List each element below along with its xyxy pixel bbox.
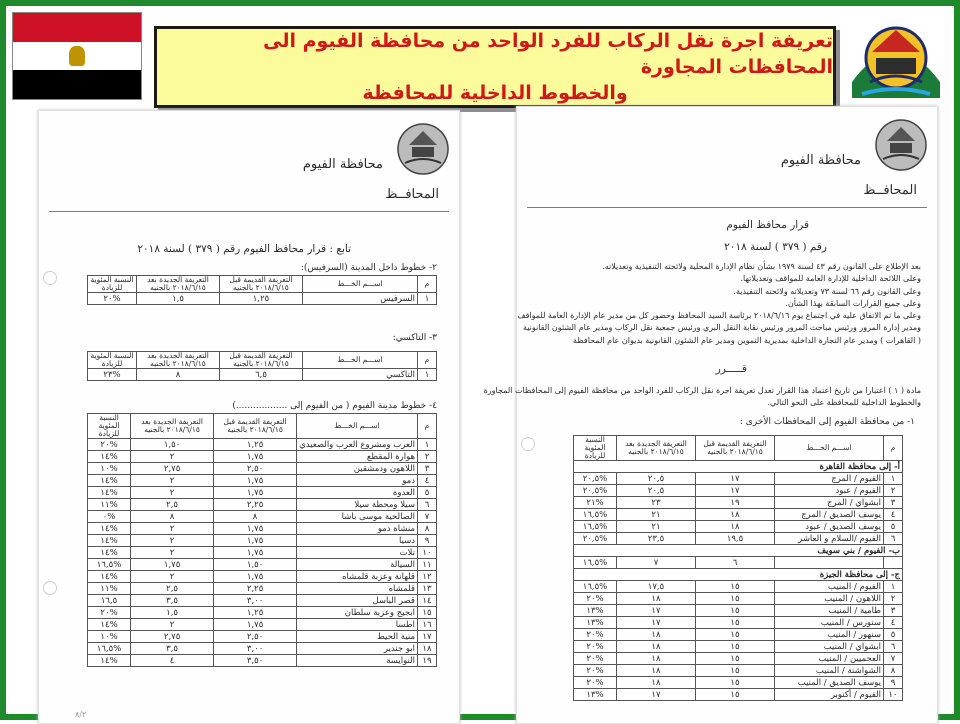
table-cell: ١٥ — [696, 677, 775, 689]
table-cell: ١٨ — [696, 509, 775, 521]
table-cell: ١,٧٥ — [214, 487, 297, 499]
table-cell: ٢ — [131, 475, 214, 487]
table-cell: النوايسة — [297, 655, 418, 667]
table-row — [88, 595, 437, 607]
table-cell: ١٥ — [696, 641, 775, 653]
table-cell: %١٦,٥ — [574, 581, 617, 593]
article-1 — [483, 385, 921, 410]
table-cell: %١٦,٥ — [574, 521, 617, 533]
table-cell: %١٤ — [88, 523, 131, 535]
table-cell: ٨ — [131, 511, 214, 523]
table-cell: اطسا — [297, 619, 418, 631]
title-banner — [154, 26, 836, 108]
service-fare-table: م اســـم الخـــط التعريفة القديمة قبل ٢٠١٨/٦/١٥ بالجنيه التعريفة الجديدة بعد ٢٠١٨/٦/١٥ بالجنيه النسبة المئوية للزيادة ١ السرفيس ١,٢٥ ١,٥ %٢٠ — [87, 275, 437, 305]
table-cell: ١,٧٥ — [214, 619, 297, 631]
table-row — [574, 641, 903, 653]
table-cell: %١٤ — [88, 535, 131, 547]
table-cell: الفيوم / عبود — [775, 485, 884, 497]
table-row — [88, 439, 437, 451]
table-cell: ٣,٠٠ — [214, 643, 297, 655]
table-cell: ١٨ — [617, 653, 696, 665]
table-cell: العجميين / المنيب — [775, 653, 884, 665]
banner-title-line-1: تعريفة اجرة نقل الركاب للفرد الواحد من محافظة الفيوم الى المحافظات المجاورة — [263, 30, 833, 78]
table-cell: ٢,٢٥ — [214, 583, 297, 595]
table-cell: ٥ — [884, 629, 903, 641]
table-cell: ١٦,٥ — [88, 595, 131, 607]
table-cell: الفيوم / أكتوبر — [775, 689, 884, 701]
group-label: أ- إلى محافظة القاهرة — [574, 461, 903, 473]
fayoum-governorate-logo-icon — [842, 12, 950, 106]
table-cell: ٢ — [131, 571, 214, 583]
table-cell: %٢١ — [574, 497, 617, 509]
table-cell: ١٦ — [418, 619, 437, 631]
table-cell: يوسف الصديق / عبود — [775, 521, 884, 533]
table-row — [88, 607, 437, 619]
table-cell: ٢٠,٥ — [617, 485, 696, 497]
table-cell: ٢,٥ — [131, 499, 214, 511]
table-cell: %١٤ — [88, 547, 131, 559]
preamble-line: ( القاهرات ) ومدير عام التجارة الداخلية بمديرية التموين ومدير عام الشئون القانونية بديوان عام المحافظة — [573, 335, 921, 345]
table-group-row — [574, 545, 903, 557]
table-cell: ١٨ — [617, 665, 696, 677]
table-cell: ٢٠,٥ — [617, 473, 696, 485]
table-row — [88, 655, 437, 667]
table-cell: ١٥ — [696, 689, 775, 701]
table-cell: ١,٥ — [131, 607, 214, 619]
table-cell: الشواشنة / المنيب — [775, 665, 884, 677]
table-cell: اللاهون / المنيب — [775, 593, 884, 605]
decree-page-continued — [38, 110, 460, 724]
table-cell: ٢١ — [617, 521, 696, 533]
table-group-row — [574, 461, 903, 473]
table-cell: ١٥ — [696, 653, 775, 665]
table-row — [88, 535, 437, 547]
table-cell: ١٩ — [418, 655, 437, 667]
table-cell: قصر الباسل — [297, 595, 418, 607]
table-cell: ٢١ — [617, 509, 696, 521]
table-cell — [775, 557, 884, 569]
table-cell: ٣ — [884, 497, 903, 509]
table-cell: ٢ — [884, 593, 903, 605]
table-cell: ٧ — [418, 511, 437, 523]
table-row — [88, 487, 437, 499]
table-cell: ٧ — [617, 557, 696, 569]
table-cell: %١٦,٥ — [574, 557, 617, 569]
preamble-line: ومدير إدارة المرور ورئيس مباحث المرور ورئيس نقابة النقل البري ورئيس جمعية نقل الركاب ومدير عام الشئون القانونية — [522, 323, 921, 333]
table-cell: ١,٧٥ — [131, 559, 214, 571]
table-cell: %١٦,٥ — [88, 643, 131, 655]
table-cell: ١,٧٥ — [214, 475, 297, 487]
table-row — [88, 547, 437, 559]
table-row — [574, 557, 903, 569]
table-row — [574, 605, 903, 617]
table-cell: سنورس / المنيب — [775, 617, 884, 629]
table-row — [574, 509, 903, 521]
table-row — [574, 485, 903, 497]
table-cell: ٤ — [418, 475, 437, 487]
table-cell: ٦ — [418, 499, 437, 511]
section-2-title: ٢- خطوط داخل المدينة (السرفيس): — [300, 263, 437, 273]
section-1-title: ١- من محافظة الفيوم إلى المحافظات الأخرى : — [739, 417, 915, 427]
table-cell: ١٥ — [696, 605, 775, 617]
table-cell: ٢ — [418, 451, 437, 463]
table-cell: ابجيج وعزبة سلطان — [297, 607, 418, 619]
table-cell: %٢٠,٥ — [574, 485, 617, 497]
table-cell: ١٠ — [418, 547, 437, 559]
table-row — [88, 643, 437, 655]
table-cell — [884, 557, 903, 569]
table-cell: ٢ — [131, 547, 214, 559]
article-line: مادة ( ١ ) اعتبارا من تاريخ اعتماد هذا القرار تعدل تعريفة اجرة نقل الركاب للفرد الواحد من محافظة الفيوم إلى المحافظات المجاورة — [483, 386, 921, 395]
table-cell: ٢٣ — [617, 497, 696, 509]
table-row — [574, 581, 903, 593]
table-cell: الفيوم / المرج — [775, 473, 884, 485]
table-cell: ١,٧٥ — [214, 535, 297, 547]
table-cell: %١٠ — [88, 631, 131, 643]
table-cell: ابشواي / المنيب — [775, 641, 884, 653]
table-cell: ٢ — [131, 487, 214, 499]
table-row — [574, 521, 903, 533]
preamble-line: وعلى القانون رقم ٦٦ لسنة ٧٣ وتعديلاته ولائحته التنفيذية. — [733, 286, 921, 296]
table-cell: ١٢ — [418, 571, 437, 583]
table-row — [574, 617, 903, 629]
table-cell: %١١ — [88, 583, 131, 595]
table-cell: ١,٧٥ — [214, 547, 297, 559]
governorate-name: محافظة الفيوم — [780, 153, 861, 168]
table-cell: %١٤ — [88, 571, 131, 583]
preamble-line: وعلى ما تم الاتفاق عليه في اجتماع يوم ٢٠١٨/٦/١٦ برئاسة السيد المحافظ وحضور كل من مدير عام الإدارة العامة للمواقف — [517, 311, 921, 321]
table-cell: ١,٧٥ — [214, 451, 297, 463]
table-cell: العرب ومشروع العرب والصعيدي — [297, 439, 418, 451]
table-row: ١ التاكسي ٦,٥ ٨ %٢٣ — [88, 369, 437, 381]
decree-preamble — [517, 261, 921, 347]
preamble-line: وعلى اللائحة الداخلية للإدارة العامة للمواقف وتعديلاتها. — [740, 274, 921, 284]
decree-title: قرار محافظ الفيوم — [726, 219, 809, 231]
page-number: ٨/٢ — [75, 710, 87, 719]
table-cell: ٦ — [884, 641, 903, 653]
governorate-name: محافظة الفيوم — [302, 157, 383, 172]
table-row — [574, 677, 903, 689]
table-cell: ٤ — [884, 509, 903, 521]
table-cell: ٩ — [418, 535, 437, 547]
table-cell: ٣ — [884, 605, 903, 617]
table-cell: ٢ — [131, 619, 214, 631]
table-row — [88, 619, 437, 631]
city-lines-fare-table: م اســـم الخـــط التعريفة القديمة قبل ٢٠١٨/٦/١٥ بالجنيه التعريفة الجديدة بعد ٢٠١٨/٦/١٥ بالجنيه النسبة المئوية للزيادة ١ العرب ومشروع العرب والصعيدي ١,٢٥ ١,٥٠ %٢٠ ٢ هوارة المقطع ١,٧٥ ٢ %١٤ ٣ اللاهون ودمشقين ٢,٥٠ ٢,٧٥ %١٠ ٤ دمو ١,٧٥ ٢ %١٤ ٥ العدوة ١,٧٥ ٢ %١٤ ٦ سيلا ومحطة سيلا ٢,٢٥ ٢,٥ %١١ ٧ الصالحية موسى باشا ٨ ٨ %٠ ٨ منشاة دمو ١,٧٥ ٢ %١٤ ٩ دسيا ١,٧٥ ٢ %١٤ ١٠ تلات ١,٧٥ ٢ %١٤ ١١ السيالة ١,٥٠ ١,٧٥ %١٦,٥ ١٢ قلهانة وعزبة قلمشاه ١,٧٥ ٢ %١٤ ١٣ قلمشاه ٢,٢٥ ٢,٥ %١١ ١٤ قصر الباسل ٣,٠٠ ٣,٥ ١٦,٥ ١٥ ابجيج وعزبة سلطان ١,٢٥ ١,٥ %٢٠ ١٦ اطسا ١,٧٥ ٢ %١٤ ١٧ منية الحيط ٢,٥٠ ٢,٧٥ %١٠ ١٨ ابو جندير ٣,٠٠ ٣,٥ %١٦,٥ ١٩ النوايسة ٣,٥٠ ٤ %١٤ — [87, 413, 437, 667]
table-cell: ٢,٥٠ — [214, 463, 297, 475]
table-cell: ١٨ — [617, 641, 696, 653]
table-cell: سيلا ومحطة سيلا — [297, 499, 418, 511]
table-cell: ٢,٧٥ — [131, 463, 214, 475]
table-cell: ٦ — [884, 533, 903, 545]
taxi-fare-table: م اســـم الخـــط التعريفة القديمة قبل ٢٠١٨/٦/١٥ بالجنيه التعريفة الجديدة بعد ٢٠١٨/٦/١٥ بالجنيه النسبة المئوية للزيادة ١ التاكسي ٦,٥ ٨ %٢٣ — [87, 351, 437, 381]
table-cell: ١٧ — [418, 631, 437, 643]
table-cell: %١٦,٥ — [574, 509, 617, 521]
table-cell: تلات — [297, 547, 418, 559]
table-cell: ٢ — [131, 535, 214, 547]
preamble-line: وعلى جميع القرارات السابقة بهذا الشأن. — [785, 298, 921, 308]
table-cell: ٩ — [884, 677, 903, 689]
table-cell: دسيا — [297, 535, 418, 547]
table-cell: ابو جندير — [297, 643, 418, 655]
table-cell: ٤ — [131, 655, 214, 667]
governor-title: المحافــظ — [385, 187, 439, 202]
fayoum-seal-icon — [873, 117, 929, 173]
section-3-title: ٣- التاكسي: — [392, 333, 437, 343]
decree-title: تابع : قرار محافظ الفيوم رقم ( ٣٧٩ ) لسنة ٢٠١٨ — [137, 243, 351, 255]
table-cell: %٢٠ — [574, 677, 617, 689]
table-cell: ٢,٢٥ — [214, 499, 297, 511]
egypt-flag-icon — [12, 12, 142, 100]
article-line: والخطوط الداخلية للمحافظة على النحو التالي. — [767, 398, 921, 408]
table-cell: %١٣ — [574, 689, 617, 701]
table-cell: ٣,٠٠ — [214, 595, 297, 607]
table-cell: ١٣ — [418, 583, 437, 595]
group-label: ب- الفيوم / بني سويف — [574, 545, 903, 557]
table-cell: الفيوم / المنيب — [775, 581, 884, 593]
table-cell: سنهور / المنيب — [775, 629, 884, 641]
table-row — [88, 523, 437, 535]
table-row — [574, 473, 903, 485]
table-cell: ٥ — [884, 521, 903, 533]
table-cell: %٢٠ — [574, 653, 617, 665]
table-cell: منية الحيط — [297, 631, 418, 643]
table-cell: ١٧ — [696, 485, 775, 497]
table-cell: ٢,٥ — [131, 583, 214, 595]
table-cell: ١٧ — [696, 473, 775, 485]
table-cell: ٦ — [696, 557, 775, 569]
table-cell: ١,٢٥ — [214, 439, 297, 451]
table-cell: %٢٠ — [88, 607, 131, 619]
table-cell: ١٥ — [696, 629, 775, 641]
table-cell: ١,٥٠ — [131, 439, 214, 451]
table-cell: ١٥ — [696, 617, 775, 629]
table-cell: ١٧ — [617, 605, 696, 617]
table-row — [574, 629, 903, 641]
table-cell: %٢٠ — [574, 641, 617, 653]
table-cell: ٣,٥ — [131, 595, 214, 607]
decree-page-first — [483, 106, 938, 724]
table-row — [574, 497, 903, 509]
table-cell: %٢٠,٥ — [574, 473, 617, 485]
intercity-fare-table: م اســـم الخـــط التعريفة القديمة قبل ٢٠١٨/٦/١٥ بالجنيه التعريفة الجديدة بعد ٢٠١٨/٦/١٥ بالجنيه النسبة المئوية للزيادة أ- إلى محافظة القاهرة ١ الفيوم / المرج ١٧ ٢٠,٥ %٢٠,٥ ٢ الفيوم / عبود ١٧ ٢٠,٥ %٢٠,٥ ٣ ابشواي / المرج ١٩ ٢٣ %٢١ ٤ يوسف الصديق / المرج ١٨ ٢١ %١٦,٥ ٥ يوسف الصديق / عبود ١٨ ٢١ %١٦,٥ ٦ الفيوم /السلام و العاشر ١٩,٥ ٢٣,٥ %٢٠,٥ ب- الفيوم / بني سويف ٦ ٧ %١٦,٥ ج- إلى محافظة الجيزة ١ الفيوم / المنيب ١٥ ١٧,٥ %١٦,٥ ٢ اللاهون / المنيب ١٥ ١٨ %٢٠ ٣ طامية / المنيب ١٥ ١٧ %١٣ ٤ سنورس / المنيب ١٥ ١٧ %١٣ ٥ سنهور / المنيب ١٥ ١٨ %٢٠ ٦ ابشواي / المنيب ١٥ ١٨ %٢٠ ٧ العجميين / المنيب ١٥ ١٨ %٢٠ ٨ الشواشنة / المنيب ١٥ ١٨ %٢٠ ٩ يوسف الصديق / المنيب ١٥ ١٨ %٢٠ ١٠ الفيوم / أكتوبر ١٥ ١٧ %١٣ — [573, 435, 903, 701]
table-cell: ٢ — [131, 523, 214, 535]
table-cell: ١٧ — [617, 689, 696, 701]
table-cell: اللاهون ودمشقين — [297, 463, 418, 475]
table-cell: ١٥ — [696, 581, 775, 593]
table-cell: ١٨ — [418, 643, 437, 655]
table-row — [88, 571, 437, 583]
table-cell: ١ — [418, 439, 437, 451]
preamble-line: بعد الإطلاع على القانون رقم ٤٣ لسنة ١٩٧٩ بشأن نظام الإدارة المحلية ولائحته التنفيذية وتعديلاته. — [602, 262, 921, 271]
table-row — [574, 593, 903, 605]
table-row — [88, 583, 437, 595]
table-cell: يوسف الصديق / المرج — [775, 509, 884, 521]
table-row — [88, 451, 437, 463]
table-group-row — [574, 569, 903, 581]
table-cell: منشاة دمو — [297, 523, 418, 535]
table-cell: %١٣ — [574, 617, 617, 629]
table-cell: ٥ — [418, 487, 437, 499]
fayoum-seal-icon — [395, 121, 451, 177]
table-cell: السيالة — [297, 559, 418, 571]
table-cell: ١٤ — [418, 595, 437, 607]
table-cell: الفيوم /السلام و العاشر — [775, 533, 884, 545]
table-cell: هوارة المقطع — [297, 451, 418, 463]
group-label: ج- إلى محافظة الجيزة — [574, 569, 903, 581]
table-cell: ١٨ — [696, 521, 775, 533]
table-cell: ١ — [884, 581, 903, 593]
table-cell: ١,٥٠ — [214, 559, 297, 571]
table-cell: ١,٢٥ — [214, 607, 297, 619]
table-cell: ٢ — [884, 485, 903, 497]
table-cell: طامية / المنيب — [775, 605, 884, 617]
table-row — [88, 463, 437, 475]
table-cell: ١٥ — [696, 593, 775, 605]
table-row — [574, 689, 903, 701]
governor-title: المحافــظ — [863, 183, 917, 198]
table-cell: %١٤ — [88, 655, 131, 667]
table-cell: ١ — [884, 473, 903, 485]
table-cell: ٣,٥٠ — [214, 655, 297, 667]
table-cell: ١٧,٥ — [617, 581, 696, 593]
table-cell: %١١ — [88, 499, 131, 511]
table-cell: ١٨ — [617, 677, 696, 689]
table-row: ١ السرفيس ١,٢٥ ١,٥ %٢٠ — [88, 293, 437, 305]
table-cell: قلهانة وعزبة قلمشاه — [297, 571, 418, 583]
table-cell: الصالحية موسى باشا — [297, 511, 418, 523]
table-cell: %٠ — [88, 511, 131, 523]
table-cell: ابشواي / المرج — [775, 497, 884, 509]
table-row — [88, 511, 437, 523]
table-cell: %٢٠ — [574, 629, 617, 641]
banner-title-line-2: والخطوط الداخلية للمحافظة — [362, 82, 628, 104]
table-row — [574, 665, 903, 677]
table-cell: ٢,٧٥ — [131, 631, 214, 643]
table-cell: ٨ — [418, 523, 437, 535]
qarar-heading: قـــــرر — [715, 363, 747, 375]
table-cell: ٨ — [214, 511, 297, 523]
table-row — [574, 533, 903, 545]
table-cell: ٤ — [884, 617, 903, 629]
table-cell: %١٦,٥ — [88, 559, 131, 571]
table-cell: ١٩ — [696, 497, 775, 509]
table-cell: ١٧ — [617, 617, 696, 629]
table-cell: ١٩,٥ — [696, 533, 775, 545]
table-cell: ٣ — [418, 463, 437, 475]
table-row — [88, 499, 437, 511]
table-cell: ١١ — [418, 559, 437, 571]
table-cell: ٢ — [131, 451, 214, 463]
table-cell: ١٨ — [617, 593, 696, 605]
table-row — [574, 653, 903, 665]
table-cell: ٢,٥٠ — [214, 631, 297, 643]
table-cell: يوسف الصديق / المنيب — [775, 677, 884, 689]
table-cell: ١٨ — [617, 629, 696, 641]
table-cell: %٢٠ — [574, 593, 617, 605]
table-cell: ١,٧٥ — [214, 523, 297, 535]
table-cell: ١٥ — [418, 607, 437, 619]
table-cell: دمو — [297, 475, 418, 487]
table-row — [88, 475, 437, 487]
table-row — [88, 631, 437, 643]
table-cell: %١٤ — [88, 475, 131, 487]
table-cell: %١٣ — [574, 605, 617, 617]
table-cell: %٢٠ — [88, 439, 131, 451]
decree-number: رقم ( ٣٧٩ ) لسنة ٢٠١٨ — [724, 241, 827, 253]
table-cell: %١٤ — [88, 619, 131, 631]
table-cell: %١٠ — [88, 463, 131, 475]
table-cell: ٣,٥ — [131, 643, 214, 655]
table-cell: ٢٣,٥ — [617, 533, 696, 545]
table-cell: %١٤ — [88, 487, 131, 499]
table-cell: %٢٠,٥ — [574, 533, 617, 545]
table-cell: العدوة — [297, 487, 418, 499]
table-cell: %١٤ — [88, 451, 131, 463]
table-cell: ٨ — [884, 665, 903, 677]
table-cell: ١٠ — [884, 689, 903, 701]
table-cell: %٢٠ — [574, 665, 617, 677]
table-cell: ١٥ — [696, 665, 775, 677]
table-cell: ٧ — [884, 653, 903, 665]
table-row — [88, 559, 437, 571]
table-cell: ١,٧٥ — [214, 571, 297, 583]
section-4-title: ٤- خطوط مدينة الفيوم ( من الفيوم إلى ..................) — [232, 401, 437, 411]
table-cell: قلمشاه — [297, 583, 418, 595]
